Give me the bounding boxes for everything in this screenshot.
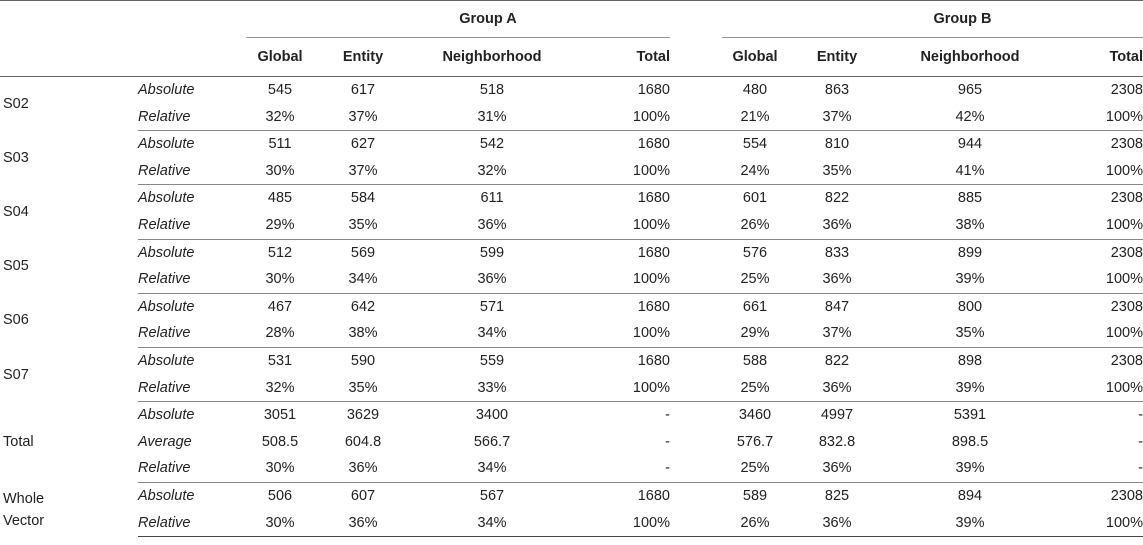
cell-b-3: -	[1138, 407, 1143, 424]
cell-a-2: 611	[480, 190, 504, 207]
cell-b-2: 899	[957, 244, 983, 261]
cell-b-1: 833	[824, 244, 850, 261]
cell-b-3: 100%	[1054, 375, 1143, 402]
cell-a-0: 467	[267, 298, 293, 315]
cell-b-2: 39%	[886, 510, 1054, 537]
cell-b-2: 885	[957, 190, 983, 207]
group-gap	[670, 347, 722, 374]
cell-b-0: 26%	[722, 212, 788, 239]
cell-a-2: 518	[479, 82, 505, 98]
cell-a-0: 32%	[246, 375, 314, 402]
table-row	[0, 77, 1143, 104]
cell-a-0: 485	[267, 190, 293, 207]
cell-a-0: 29%	[246, 212, 314, 239]
cell-a-3: -	[665, 407, 670, 424]
group-gap	[670, 212, 722, 239]
metric-label: Relative	[138, 320, 246, 347]
group-gap	[670, 38, 722, 77]
cell-a-2: 542	[479, 136, 505, 153]
cell-a-0: 32%	[246, 104, 314, 131]
cell-a-2: 36%	[412, 266, 572, 293]
metric-label: Relative	[138, 104, 246, 131]
spacer	[0, 38, 138, 77]
cell-a-3: 1680	[637, 190, 670, 207]
cell-a-1: 569	[350, 244, 376, 261]
cell-a-2: 566.7	[473, 433, 511, 450]
cell-a-0: 3051	[263, 407, 297, 424]
cell-b-0: 25%	[722, 266, 788, 293]
cell-a-1: 584	[350, 190, 376, 207]
cell-b-2: 898	[957, 352, 983, 369]
cell-b-2: 39%	[886, 375, 1054, 402]
cell-a-3: -	[665, 433, 670, 450]
cell-b-3: 2308	[1110, 190, 1143, 207]
cell-b-1: 822	[824, 190, 850, 207]
cell-a-3: 100%	[572, 212, 670, 239]
cell-a-3: 1680	[637, 298, 670, 315]
cell-b-3: -	[1054, 455, 1143, 482]
cell-a-2: 34%	[412, 455, 572, 482]
cell-b-0: 26%	[722, 510, 788, 537]
cell-a-0: 30%	[246, 455, 314, 482]
cell-a-2: 31%	[412, 104, 572, 131]
cell-b-0: 601	[742, 190, 768, 207]
cell-a-0: 512	[267, 244, 293, 261]
table-row	[0, 347, 1143, 374]
table-row	[0, 293, 1143, 320]
cell-a-3: 1680	[637, 352, 670, 369]
table-row	[0, 239, 1143, 266]
cell-a-1: 36%	[314, 510, 412, 537]
cell-a-2: 599	[479, 244, 505, 261]
group-gap	[670, 510, 722, 537]
cell-a-3: 100%	[572, 104, 670, 131]
cell-b-1: 36%	[788, 266, 886, 293]
cell-a-3: 100%	[572, 158, 670, 185]
cell-a-1: 627	[350, 136, 376, 153]
table-row	[0, 212, 1143, 239]
cell-b-2: 944	[957, 136, 983, 153]
group-gap	[670, 266, 722, 293]
cell-a-1: 604.8	[344, 433, 382, 450]
cell-a-3: 1680	[637, 82, 670, 98]
column-header-b-0: Global	[732, 49, 778, 65]
cell-b-1: 825	[824, 487, 850, 504]
cell-b-0: 25%	[722, 455, 788, 482]
column-header-b-2: Neighborhood	[920, 49, 1020, 65]
cell-b-2: 39%	[886, 266, 1054, 293]
table-row	[0, 402, 1143, 429]
cell-a-2: 567	[479, 487, 505, 504]
cell-b-0: 25%	[722, 375, 788, 402]
cell-a-3: -	[572, 455, 670, 482]
cell-a-1: 37%	[314, 158, 412, 185]
metric-label: Absolute	[138, 352, 195, 369]
cell-b-0: 3460	[738, 407, 772, 424]
cell-a-2: 34%	[412, 320, 572, 347]
cell-a-3: 100%	[572, 510, 670, 537]
cell-b-1: 822	[824, 352, 850, 369]
cell-a-2: 559	[479, 352, 505, 369]
group-gap	[670, 429, 722, 456]
cell-a-1: 38%	[314, 320, 412, 347]
column-header-row	[0, 38, 1143, 77]
metric-label: Absolute	[138, 487, 195, 504]
cell-b-1: 35%	[788, 158, 886, 185]
cell-a-0: 545	[267, 82, 293, 98]
row-label: S04	[3, 203, 29, 220]
row-label: Total	[3, 434, 34, 451]
cell-a-0: 30%	[246, 266, 314, 293]
cell-b-3: -	[1138, 433, 1143, 450]
metric-label: Average	[138, 433, 192, 450]
cell-a-1: 35%	[314, 375, 412, 402]
metric-label: Absolute	[138, 82, 195, 98]
column-header-a-3: Total	[636, 49, 670, 65]
cell-a-2: 36%	[412, 212, 572, 239]
cell-b-1: 36%	[788, 212, 886, 239]
cell-b-3: 100%	[1054, 158, 1143, 185]
cell-b-2: 41%	[886, 158, 1054, 185]
cell-a-0: 28%	[246, 320, 314, 347]
cell-b-3: 100%	[1054, 104, 1143, 131]
cell-b-3: 2308	[1110, 298, 1143, 315]
table-row	[0, 455, 1143, 482]
cell-a-1: 3629	[346, 407, 380, 424]
cell-b-1: 36%	[788, 455, 886, 482]
cell-a-2: 571	[479, 298, 505, 315]
cell-a-1: 34%	[314, 266, 412, 293]
group-gap	[670, 1, 722, 38]
cell-b-0: 24%	[722, 158, 788, 185]
table-row	[0, 320, 1143, 347]
cell-a-3: 100%	[572, 320, 670, 347]
cell-b-3: 100%	[1054, 212, 1143, 239]
cell-a-0: 30%	[246, 158, 314, 185]
cell-b-0: 576.7	[736, 433, 774, 450]
row-label: Whole Vector	[3, 490, 45, 529]
group-gap	[670, 375, 722, 402]
cell-b-2: 39%	[886, 455, 1054, 482]
cell-a-1: 35%	[314, 212, 412, 239]
cell-b-2: 38%	[886, 212, 1054, 239]
cell-b-2: 894	[957, 487, 983, 504]
group-gap	[670, 77, 722, 104]
cell-b-0: 576	[742, 244, 768, 261]
group-gap	[670, 185, 722, 212]
cell-a-1: 36%	[314, 455, 412, 482]
cell-b-1: 4997	[820, 407, 854, 424]
table-row	[0, 158, 1143, 185]
cell-b-0: 29%	[722, 320, 788, 347]
cell-b-1: 37%	[788, 320, 886, 347]
table-row	[0, 375, 1143, 402]
cell-a-3: 1680	[637, 136, 670, 153]
cell-a-0: 531	[267, 352, 293, 369]
cell-a-1: 37%	[314, 104, 412, 131]
row-label: S02	[3, 95, 29, 112]
group-gap	[670, 402, 722, 429]
cell-a-1: 642	[350, 298, 376, 315]
cell-b-3: 100%	[1054, 320, 1143, 347]
metric-label: Relative	[138, 510, 246, 537]
cell-a-1: 617	[350, 82, 376, 98]
cell-b-3: 2308	[1110, 487, 1143, 504]
cell-a-1: 607	[350, 487, 376, 504]
group-gap	[670, 293, 722, 320]
row-label: S03	[3, 149, 29, 166]
cell-b-1: 36%	[788, 375, 886, 402]
cell-b-2: 898.5	[951, 433, 989, 450]
cell-b-3: 100%	[1054, 266, 1143, 293]
cell-b-0: 554	[742, 136, 768, 153]
spacer	[0, 1, 138, 38]
metric-label: Absolute	[138, 136, 195, 153]
cell-b-3: 2308	[1110, 244, 1143, 261]
group-gap	[670, 320, 722, 347]
cell-a-2: 33%	[412, 375, 572, 402]
cell-b-1: 36%	[788, 510, 886, 537]
cell-a-0: 511	[268, 136, 292, 153]
spacer	[138, 38, 246, 77]
metric-label: Relative	[138, 158, 246, 185]
group-gap	[670, 482, 722, 509]
metric-label: Relative	[138, 212, 246, 239]
metric-label: Relative	[138, 455, 246, 482]
group-gap	[670, 455, 722, 482]
cell-b-0: 480	[742, 82, 768, 98]
column-header-a-0: Global	[257, 49, 303, 65]
table-row	[0, 131, 1143, 158]
cell-a-2: 32%	[412, 158, 572, 185]
cell-a-3: 1680	[637, 487, 670, 504]
cell-b-0: 661	[742, 298, 768, 315]
group-gap	[670, 239, 722, 266]
cell-a-3: 100%	[572, 266, 670, 293]
cell-a-2: 3400	[475, 407, 509, 424]
row-label: S05	[3, 258, 29, 275]
table-row	[0, 185, 1143, 212]
group-b-header: Group B	[722, 1, 1143, 38]
cell-b-1: 863	[824, 82, 850, 98]
metric-label: Absolute	[138, 244, 195, 261]
group-a-header: Group A	[246, 1, 670, 38]
column-header-b-3: Total	[1109, 49, 1143, 65]
cell-b-2: 5391	[953, 407, 987, 424]
cell-b-3: 2308	[1110, 352, 1143, 369]
cell-b-3: 100%	[1054, 510, 1143, 537]
cell-b-0: 589	[742, 487, 768, 504]
metric-label: Relative	[138, 375, 246, 402]
group-gap	[670, 104, 722, 131]
cell-b-2: 800	[957, 298, 983, 315]
metric-label: Absolute	[138, 407, 195, 424]
cell-a-0: 506	[267, 487, 293, 504]
column-header-a-2: Neighborhood	[442, 49, 542, 65]
metric-label: Absolute	[138, 190, 195, 207]
cell-b-3: 2308	[1110, 136, 1143, 153]
group-gap	[670, 158, 722, 185]
row-label: S07	[3, 366, 29, 383]
metric-label: Relative	[138, 266, 246, 293]
table-row	[0, 429, 1143, 456]
cell-a-0: 30%	[246, 510, 314, 537]
group-gap	[670, 131, 722, 158]
table-row	[0, 266, 1143, 293]
metric-label: Absolute	[138, 298, 195, 315]
table-row	[0, 510, 1143, 537]
table-row	[0, 104, 1143, 131]
cell-b-2: 42%	[886, 104, 1054, 131]
cell-a-0: 508.5	[261, 433, 299, 450]
row-label: S06	[3, 312, 29, 329]
column-header-b-1: Entity	[816, 49, 858, 65]
cell-b-1: 832.8	[818, 433, 856, 450]
cell-a-3: 1680	[637, 244, 670, 261]
cell-b-0: 21%	[722, 104, 788, 131]
cell-b-2: 35%	[886, 320, 1054, 347]
cell-b-0: 588	[742, 352, 768, 369]
group-header-row	[0, 1, 1143, 38]
cell-a-2: 34%	[412, 510, 572, 537]
cell-b-1: 37%	[788, 104, 886, 131]
cell-b-1: 847	[824, 298, 850, 315]
column-header-a-1: Entity	[342, 49, 384, 65]
spacer	[138, 1, 246, 38]
cell-b-2: 965	[957, 82, 983, 98]
table-row	[0, 482, 1143, 509]
cell-b-1: 810	[824, 136, 850, 153]
cell-b-3: 2308	[1110, 82, 1143, 98]
cell-a-1: 590	[350, 352, 376, 369]
cell-a-3: 100%	[572, 375, 670, 402]
